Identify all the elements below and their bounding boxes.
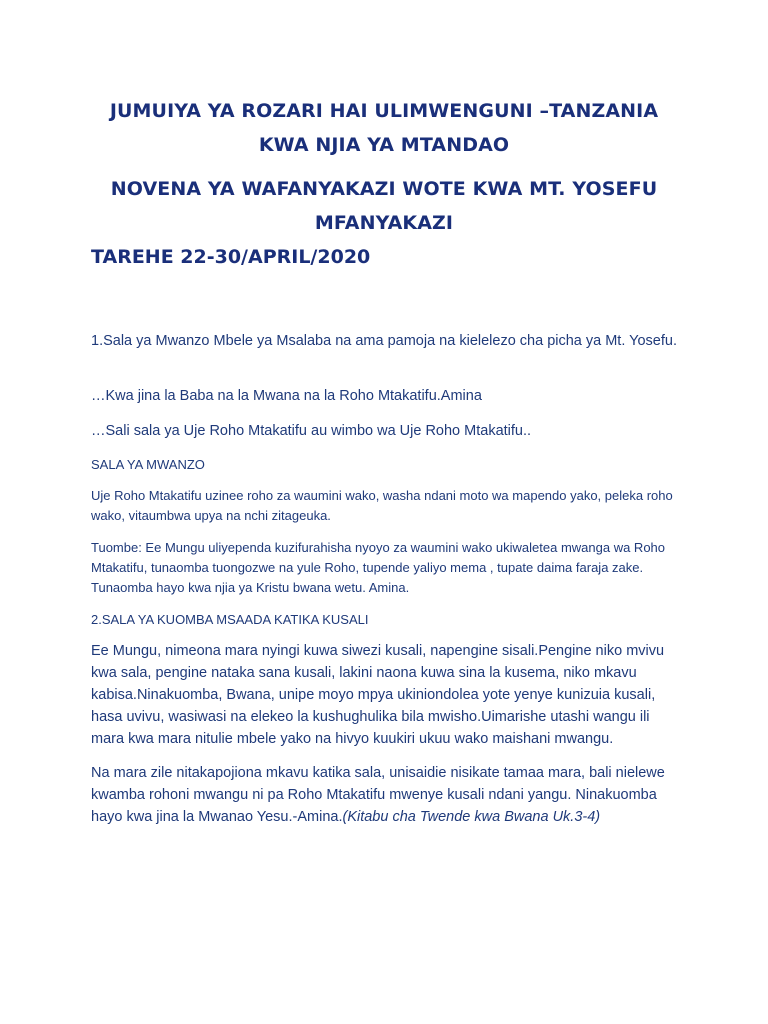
paragraph-7 xyxy=(91,762,677,828)
paragraph-2: …Kwa jina la Baba na la Mwana na la Roho Mtakatifu.Amina xyxy=(91,388,482,404)
paragraph-7-citation: (Kitabu cha Twende kwa Bwana Uk.3-4) xyxy=(342,809,601,825)
paragraph-5: Tuombe: Ee Mungu uliyependa kuzifurahisha nyoyo za waumini wako ukiwaletea mwanga wa Roho Mtakatifu, tunaomba tuongozwe na yule Roho, tupende yaliyo mema , tupate daima faraja zake. Tunaomba hayo kwa njia ya Kristu bwana wetu. Amina. xyxy=(91,540,666,595)
paragraph-6: Ee Mungu, nimeona mara nyingi kuwa siwezi kusali, napengine sisali.Pengine niko mvivu kwa sala, pengine nataka sana kusali, lakini naona kuwa sina la kusema, niko mkavu kabisa.Ninakuomba, Bwana, unipe moyo mpya ukiniondolea yote yenye kunizuia kusali, hasa uvivu, wasiwasi na elekeo la kushughulika bila mwisho.Uimarishe utashi wangu ili mara kwa mara nitulie mbele yako na hivyo kuukiri ukuu wako maishani mwangu. xyxy=(91,643,665,747)
paragraph-1: 1.Sala ya Mwanzo Mbele ya Msalaba na ama pamoja na kielelezo cha picha ya Mt. Yosefu. xyxy=(91,333,677,349)
document-title: JUMUIYA YA ROZARI HAI ULIMWENGUNI –TANZANIA KWA NJIA YA MTANDAO xyxy=(109,100,659,156)
paragraph-7-text: Na mara zile nitakapojiona mkavu katika sala, unisaidie nisikate tamaa mara, bali nielewe kwamba rohoni mwangu ni pa Roho Mtakatifu mwenye kusali ndani yangu. Ninakuomba hayo kwa jina la Mwanao Yesu.-Amina. xyxy=(91,765,665,825)
document-date: TAREHE 22-30/APRIL/2020 xyxy=(91,246,371,268)
paragraph-4: Uje Roho Mtakatifu uzinee roho za waumini wako, washa ndani moto wa mapendo yako, peleka roho wako, vitaumbwa upya na nchi zitageuka. xyxy=(91,488,673,523)
paragraph-3: …Sali sala ya Uje Roho Mtakatifu au wimbo wa Uje Roho Mtakatifu.. xyxy=(91,423,532,439)
document-subtitle: NOVENA YA WAFANYAKAZI WOTE KWA MT. YOSEFU MFANYAKAZI xyxy=(110,178,658,234)
section-heading-kuomba-msaada: 2.SALA YA KUOMBA MSAADA KATIKA KUSALI xyxy=(91,612,369,627)
section-heading-sala-ya-mwanzo: SALA YA MWANZO xyxy=(91,457,205,472)
